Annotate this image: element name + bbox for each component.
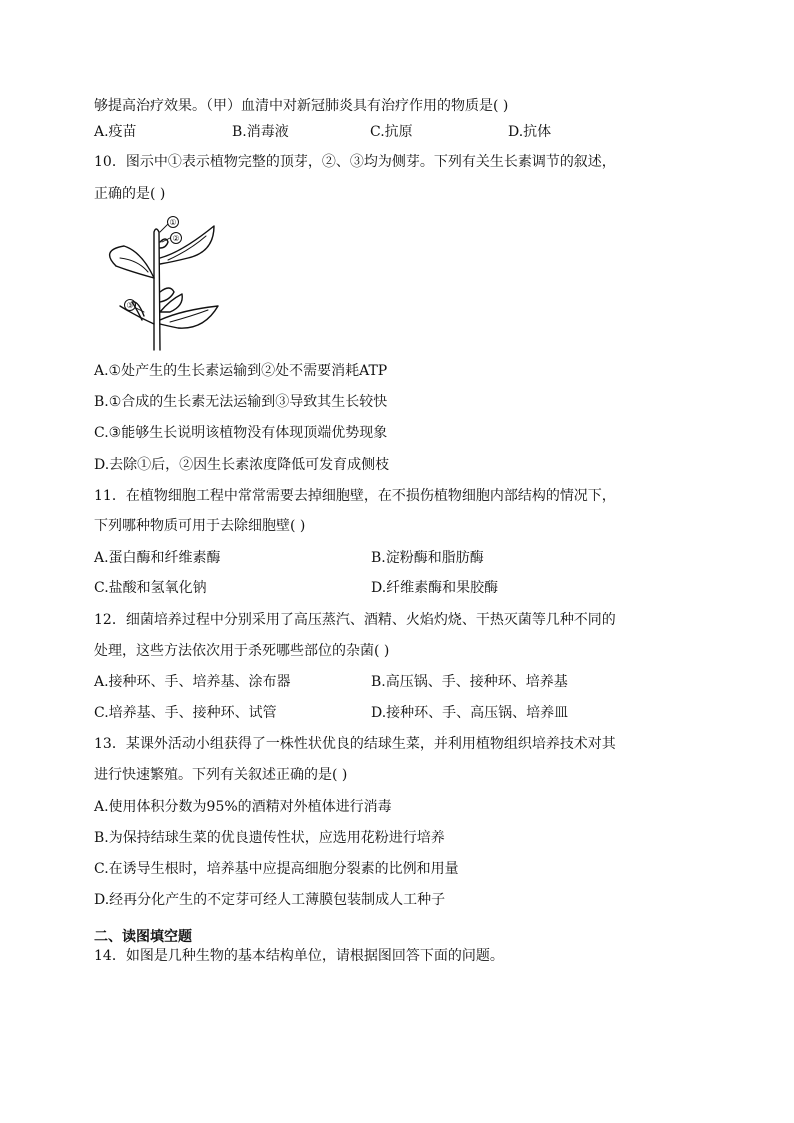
q12-option-d[interactable]: D.接种环、手、高压锅、培养皿 bbox=[371, 705, 569, 721]
q9-option-a[interactable]: A.疫苗 bbox=[94, 124, 137, 140]
q12-stem-line1: 12．细菌培养过程中分别采用了高压蒸汽、酒精、火焰灼烧、干热灭菌等几种不同的 bbox=[94, 612, 616, 628]
q12-option-a[interactable]: A.接种环、手、培养基、涂布器 bbox=[94, 674, 291, 690]
q13-stem-line1: 13．某课外活动小组获得了一株性状优良的结球生菜，并利用植物组织培养技术对其 bbox=[94, 736, 616, 752]
q12-option-b[interactable]: B.高压锅、手、接种环、培养基 bbox=[371, 674, 568, 690]
label-3: ③ bbox=[126, 301, 134, 310]
lateral-bud-2 bbox=[160, 239, 168, 248]
q9-option-b[interactable]: B.消毒液 bbox=[232, 124, 289, 140]
q13-stem-line2: 进行快速繁殖。下列有关叙述正确的是( ) bbox=[94, 767, 348, 783]
main-stem bbox=[154, 229, 160, 350]
q12-option-c[interactable]: C.培养基、手、接种环、试管 bbox=[94, 705, 277, 721]
leaf-upper-left bbox=[110, 246, 154, 278]
leaf-lower-right bbox=[160, 306, 218, 328]
q10-option-a[interactable]: A.①处产生的生长素运输到②处不需要消耗ATP bbox=[94, 363, 388, 379]
q12-stem-line2: 处理，这些方法依次用于杀死哪些部位的杂菌( ) bbox=[94, 643, 390, 659]
leaf-upper-right bbox=[160, 226, 214, 264]
q13-option-b[interactable]: B.为保持结球生菜的优良遗传性状，应选用花粉进行培养 bbox=[94, 830, 445, 846]
q11-option-b[interactable]: B.淀粉酶和脂肪酶 bbox=[371, 550, 484, 566]
section-heading: 二、读图填空题 bbox=[94, 929, 192, 945]
q9-option-d[interactable]: D.抗体 bbox=[508, 124, 552, 140]
q10-stem-line2: 正确的是( ) bbox=[94, 186, 166, 202]
q11-option-d[interactable]: D.纤维素酶和果胶酶 bbox=[371, 580, 499, 596]
q13-option-d[interactable]: D.经再分化产生的不定芽可经人工薄膜包装制成人工种子 bbox=[94, 892, 446, 908]
q10-option-b[interactable]: B.①合成的生长素无法运输到③导致其生长较快 bbox=[94, 394, 388, 410]
q11-option-c[interactable]: C.盐酸和氢氧化钠 bbox=[94, 580, 207, 596]
q10-option-c[interactable]: C.③能够生长说明该植物没有体现顶端优势现象 bbox=[94, 425, 388, 441]
q9-option-c[interactable]: C.抗原 bbox=[370, 124, 413, 140]
plant-figure bbox=[96, 212, 236, 352]
label-1: ① bbox=[169, 218, 177, 227]
q10-stem-line1: 10．图示中①表示植物完整的顶芽，②、③均为侧芽。下列有关生长素调节的叙述， bbox=[94, 154, 616, 170]
q11-option-a[interactable]: A.蛋白酶和纤维素酶 bbox=[94, 550, 221, 566]
q13-option-a[interactable]: A.使用体积分数为95%的酒精对外植体进行消毒 bbox=[94, 799, 392, 815]
q11-stem-line1: 11．在植物细胞工程中常常需要去掉细胞壁，在不损伤植物细胞内部结构的情况下， bbox=[94, 488, 616, 504]
q10-option-d[interactable]: D.去除①后，②因生长素浓度降低可发育成侧枝 bbox=[94, 457, 390, 473]
q13-option-c[interactable]: C.在诱导生根时，培养基中应提高细胞分裂素的比例和用量 bbox=[94, 861, 459, 877]
q9-text: 够提高治疗效果。（甲）血清中对新冠肺炎具有治疗作用的物质是( ) bbox=[94, 98, 509, 114]
q11-stem-line2: 下列哪种物质可用于去除细胞壁( ) bbox=[94, 518, 306, 534]
label-2: ② bbox=[172, 234, 180, 243]
q14-stem: 14．如图是几种生物的基本结构单位，请根据图回答下面的问题。 bbox=[94, 948, 504, 964]
